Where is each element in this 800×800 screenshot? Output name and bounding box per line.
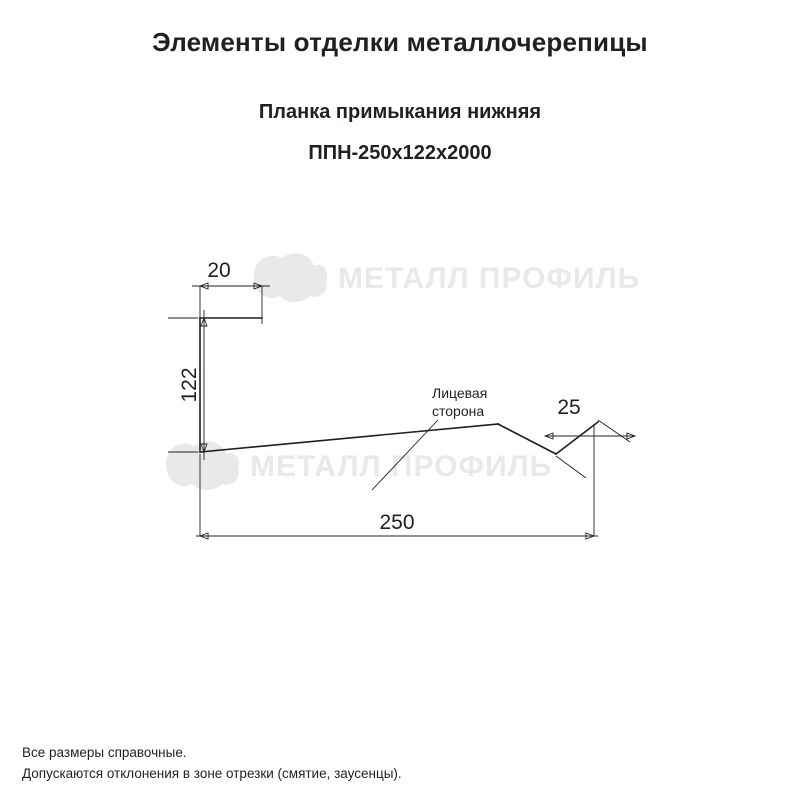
footnotes xyxy=(22,742,402,784)
watermark-text: МЕТАЛЛ ПРОФИЛЬ xyxy=(338,262,641,295)
watermark-top xyxy=(254,253,640,302)
page-title: Элементы отделки металлочерепицы xyxy=(152,27,648,57)
dimension-left xyxy=(168,310,207,460)
face-side-label-line1: Лицевая xyxy=(432,385,488,401)
dimension-right xyxy=(545,396,635,478)
dimension-top-label: 20 xyxy=(207,259,231,282)
dimension-bottom-label: 250 xyxy=(379,511,415,534)
product-code: ППН-250х122х2000 xyxy=(308,142,492,164)
face-side-label-line2: сторона xyxy=(432,403,485,419)
profile-outline xyxy=(200,318,598,454)
product-name: Планка примыкания нижняя xyxy=(258,101,542,123)
watermark-bottom xyxy=(166,441,552,490)
watermark-text-2: МЕТАЛЛ ПРОФИЛЬ xyxy=(250,450,553,483)
technical-drawing xyxy=(0,200,800,660)
footnote-line-2: Допускаются отклонения в зоне отрезки (смятие, заусенцы). xyxy=(22,766,402,781)
footnote-line-1: Все размеры справочные. xyxy=(22,745,187,760)
drawing-svg xyxy=(0,200,800,660)
dimension-right-label: 25 xyxy=(557,396,581,419)
dimension-left-label: 122 xyxy=(178,367,201,403)
